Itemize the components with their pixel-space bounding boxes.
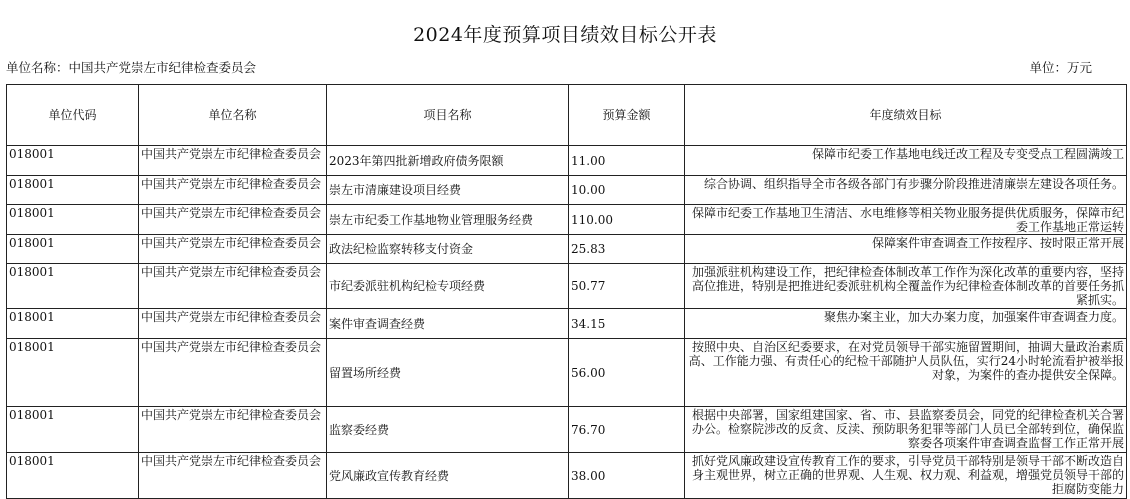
unit-name-label: 单位名称：中国共产党崇左市纪律检查委员会	[6, 60, 257, 75]
unit-label: 单位：万元	[1029, 60, 1092, 75]
cell-unit: 中国共产党崇左市纪律检查委员会	[139, 176, 327, 205]
cell-amount: 110.00	[569, 205, 685, 235]
cell-amount: 50.77	[569, 264, 685, 309]
cell-amount: 10.00	[569, 176, 685, 205]
cell-goal: 聚焦办案主业，加大办案力度，加强案件审查调查力度。	[685, 309, 1127, 339]
table-row	[7, 407, 1127, 453]
header-unit: 单位名称	[139, 85, 327, 146]
cell-amount: 56.00	[569, 339, 685, 407]
cell-project: 市纪委派驻机构纪检专项经费	[327, 264, 569, 309]
cell-project: 崇左市清廉建设项目经费	[327, 176, 569, 205]
cell-project: 崇左市纪委工作基地物业管理服务经费	[327, 205, 569, 235]
cell-goal: 综合协调、组织指导全市各级各部门有步骤分阶段推进清廉崇左建设各项任务。	[685, 176, 1127, 205]
cell-goal: 按照中央、自治区纪委要求，在对党员领导干部实施留置期间，抽调大量政治素质高、工作能力强、有责任心的纪检干部随护人员队伍，实行24小时轮流看护被举报对象，为案件的查办提供安全保障。	[685, 339, 1127, 407]
table-row	[7, 339, 1127, 407]
cell-code: 018001	[7, 264, 139, 309]
table-row	[7, 264, 1127, 309]
cell-unit: 中国共产党崇左市纪律检查委员会	[139, 205, 327, 235]
cell-unit: 中国共产党崇左市纪律检查委员会	[139, 309, 327, 339]
cell-amount: 38.00	[569, 453, 685, 499]
table-header-row	[7, 85, 1127, 146]
cell-code: 018001	[7, 407, 139, 453]
cell-code: 018001	[7, 453, 139, 499]
table-row	[7, 235, 1127, 264]
cell-unit: 中国共产党崇左市纪律检查委员会	[139, 453, 327, 499]
header-project: 项目名称	[327, 85, 569, 146]
cell-goal: 保障市纪委工作基地卫生清洁、水电维修等相关物业服务提供优质服务，保障市纪委工作基地正常运转	[685, 205, 1127, 235]
cell-code: 018001	[7, 309, 139, 339]
header-code: 单位代码	[7, 85, 139, 146]
cell-code: 018001	[7, 205, 139, 235]
cell-unit: 中国共产党崇左市纪律检查委员会	[139, 264, 327, 309]
cell-project: 政法纪检监察转移支付资金	[327, 235, 569, 264]
table-row	[7, 176, 1127, 205]
cell-code: 018001	[7, 176, 139, 205]
cell-code: 018001	[7, 146, 139, 176]
cell-unit: 中国共产党崇左市纪律检查委员会	[139, 339, 327, 407]
cell-project: 留置场所经费	[327, 339, 569, 407]
table-row	[7, 205, 1127, 235]
table-row	[7, 309, 1127, 339]
header-amount: 预算金额	[569, 85, 685, 146]
cell-goal: 抓好党风廉政建设宣传教育工作的要求，引导党员干部特别是领导干部不断改造自身主观世界，树立正确的世界观、人生观、权力观、利益观，增强党员领导干部的拒腐防变能力	[685, 453, 1127, 499]
cell-goal: 保障案件审查调查工作按程序、按时限正常开展	[685, 235, 1127, 264]
cell-amount: 11.00	[569, 146, 685, 176]
cell-amount: 34.15	[569, 309, 685, 339]
cell-project: 案件审查调查经费	[327, 309, 569, 339]
cell-goal: 加强派驻机构建设工作，把纪律检查体制改革工作作为深化改革的重要内容，坚持高位推进，特别是把推进纪委派驻机构全覆盖作为纪律检查体制改革的首要任务抓紧抓实。	[685, 264, 1127, 309]
cell-project: 党风廉政宣传教育经费	[327, 453, 569, 499]
cell-code: 018001	[7, 339, 139, 407]
cell-unit: 中国共产党崇左市纪律检查委员会	[139, 146, 327, 176]
cell-amount: 25.83	[569, 235, 685, 264]
cell-project: 监察委经费	[327, 407, 569, 453]
cell-amount: 76.70	[569, 407, 685, 453]
cell-code: 018001	[7, 235, 139, 264]
page-title: 2024年度预算项目绩效目标公开表	[413, 24, 717, 46]
cell-project: 2023年第四批新增政府债务限额	[327, 146, 569, 176]
budget-table	[6, 84, 1127, 499]
header-goal: 年度绩效目标	[685, 85, 1127, 146]
cell-unit: 中国共产党崇左市纪律检查委员会	[139, 235, 327, 264]
cell-goal: 保障市纪委工作基地电线迁改工程及专变受点工程圆满竣工	[685, 146, 1127, 176]
cell-goal: 根据中央部署，国家组建国家、省、市、县监察委员会，同党的纪律检查机关合署办公。检察院涉改的反贪、反渎、预防职务犯罪等部门人员已全部转到位，确保监察委各项案件审查调查监督工作正常开展	[685, 407, 1127, 453]
cell-unit: 中国共产党崇左市纪律检查委员会	[139, 407, 327, 453]
table-row	[7, 146, 1127, 176]
